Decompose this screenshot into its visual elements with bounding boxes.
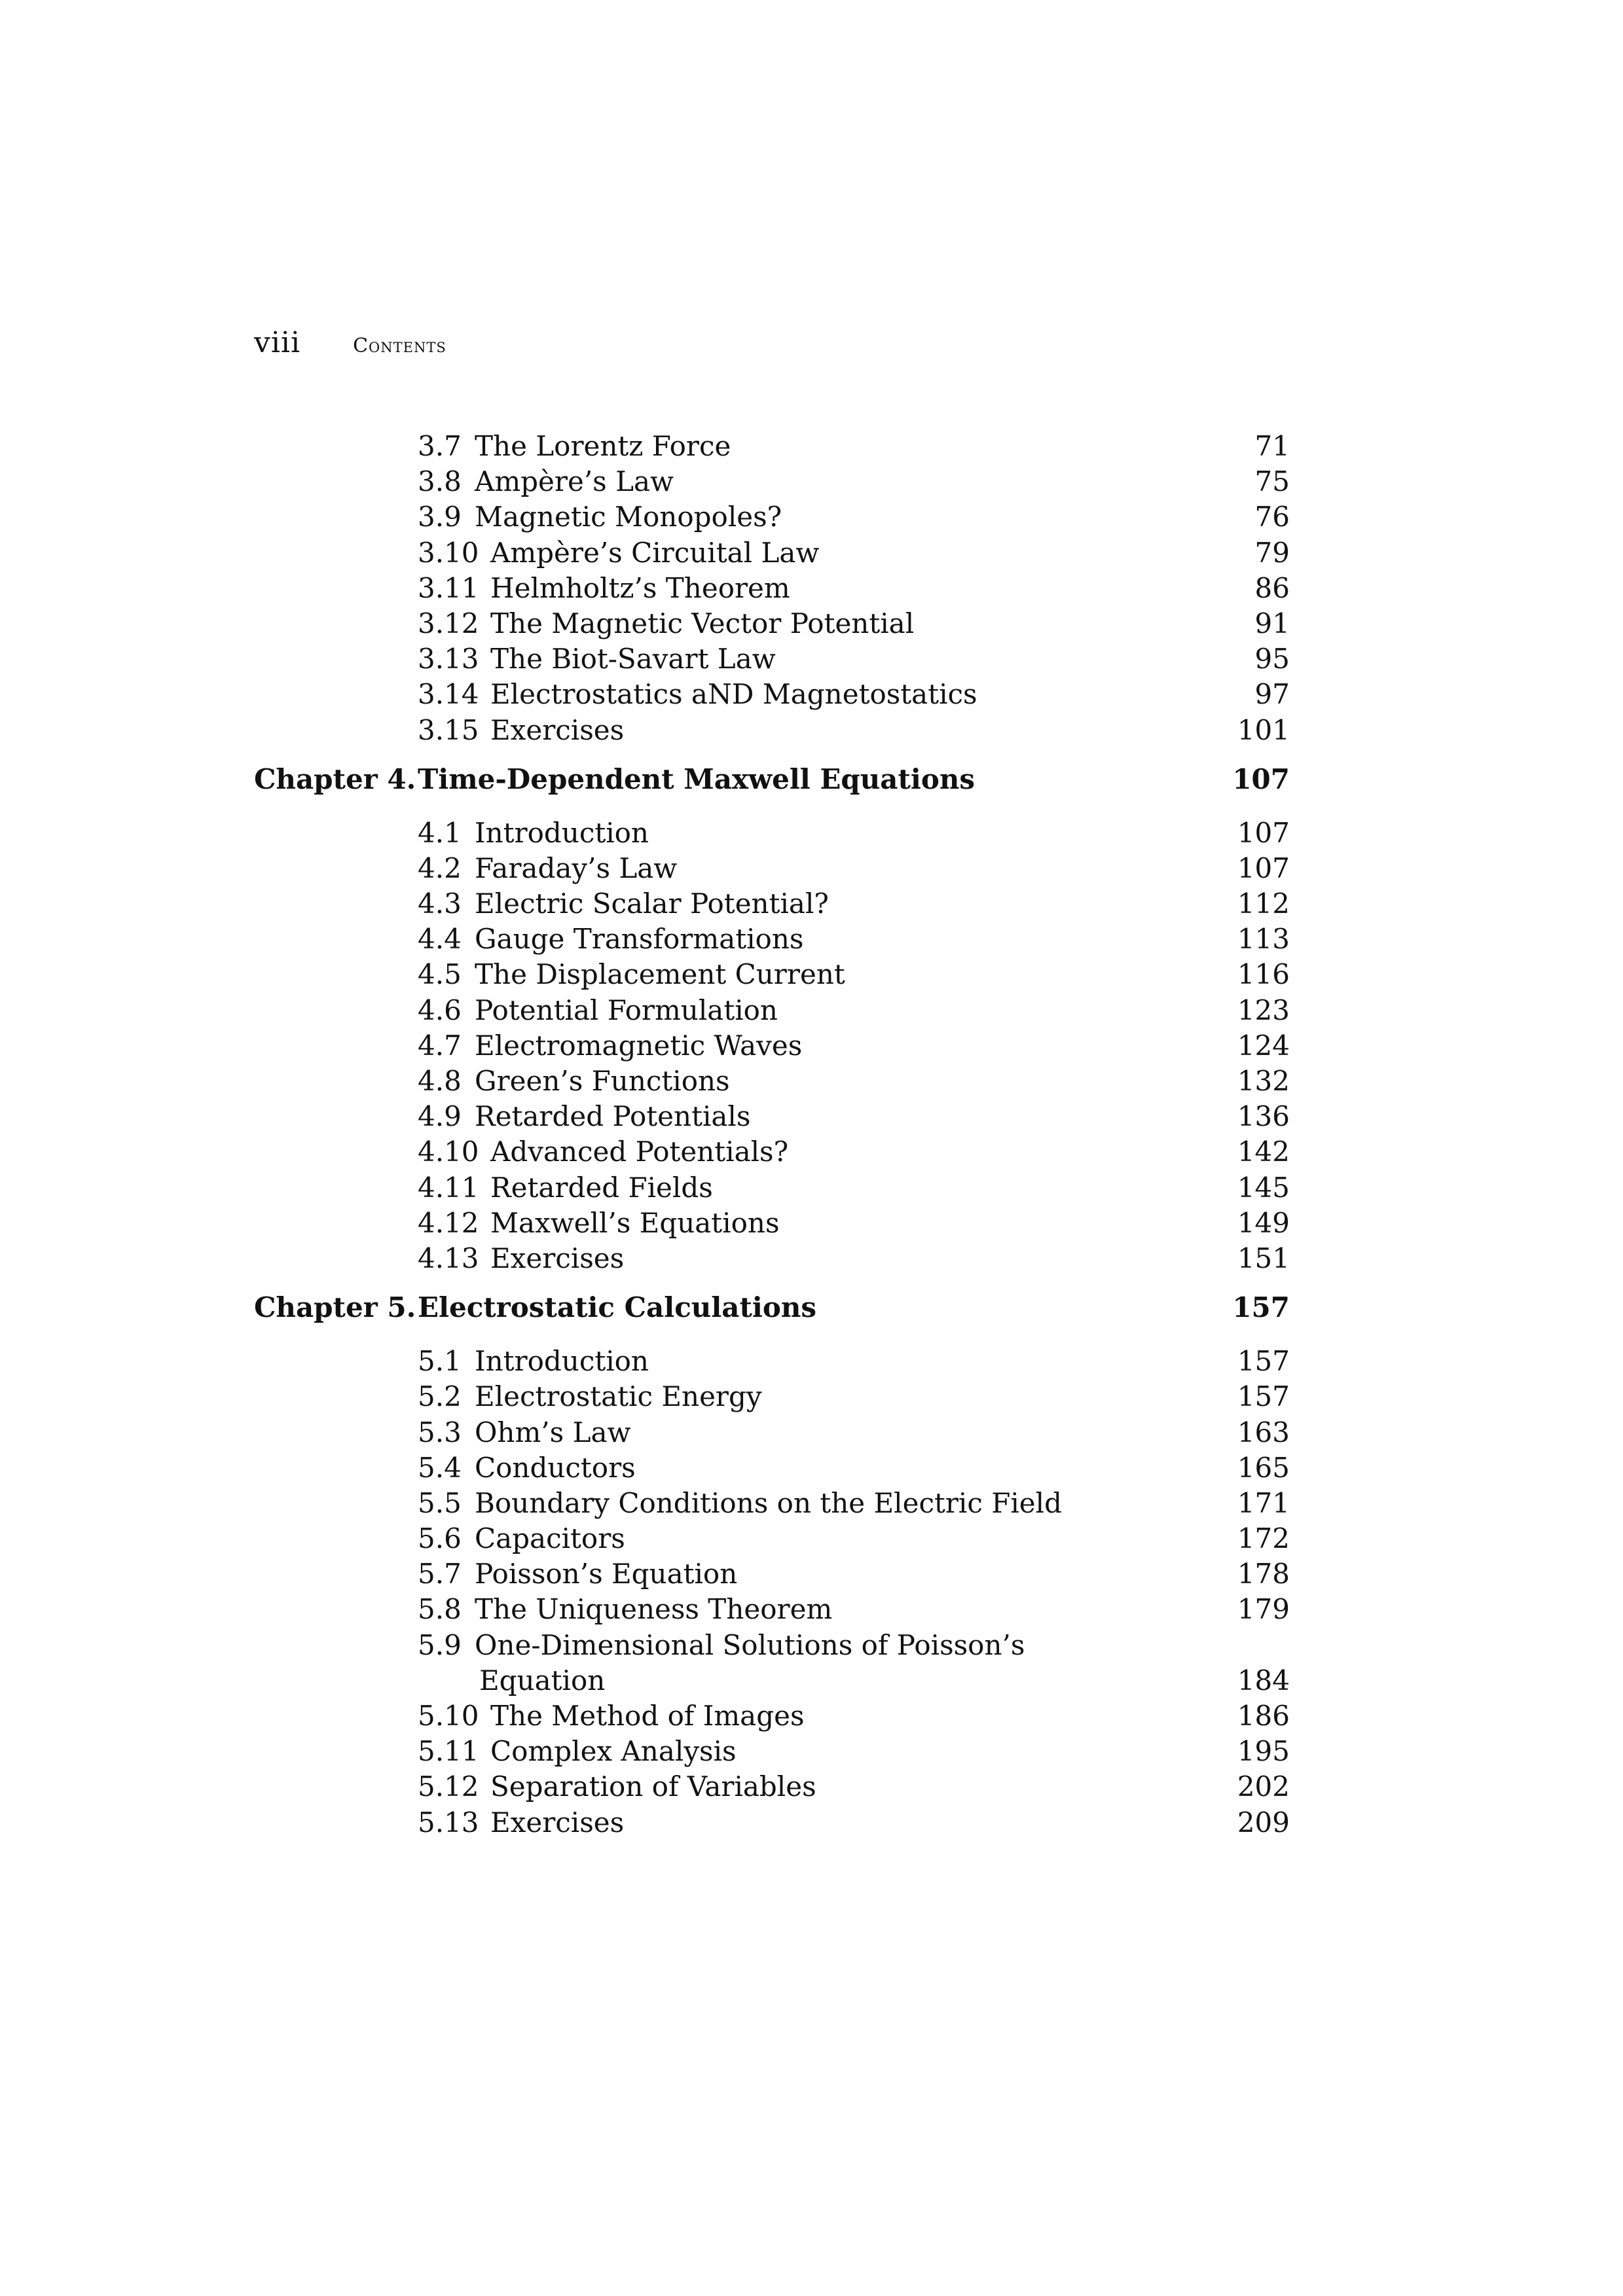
toc-entry[interactable] [254,429,1296,464]
page-ref: 136 [1237,1100,1290,1133]
section-number: 3.7 [418,430,462,462]
section-title: Poisson’s Equation [475,1558,738,1590]
section-number: 5.4 [418,1451,462,1484]
page-ref: 107 [1237,852,1290,884]
section-title: Conductors [475,1451,636,1484]
section-number: 5.10 [418,1700,479,1732]
chapter-page-ref: 157 [1232,1291,1290,1324]
toc-entry[interactable] [254,1592,1296,1627]
toc-entry[interactable] [254,922,1296,957]
page-ref: 112 [1237,888,1290,920]
chapter-label: Chapter 5. [254,1291,416,1324]
toc-entry[interactable] [254,713,1296,748]
section-number: 5.12 [418,1770,479,1803]
section-title: Electrostatic Energy [475,1380,762,1413]
page-ref: 79 [1254,536,1290,569]
toc-entry[interactable] [254,957,1296,992]
running-head-title: Contents [353,334,447,357]
chapter-label: Chapter 4. [254,762,416,795]
toc-entry[interactable] [254,1556,1296,1592]
section-title: The Magnetic Vector Potential [490,607,915,639]
toc-entry[interactable] [254,1170,1296,1206]
section-title: Ampère’s Law [475,465,674,498]
section-number: 4.3 [418,888,462,920]
section-number: 3.12 [418,607,479,639]
section-title: The Displacement Current [475,958,845,991]
section-number: 5.9 [418,1628,462,1661]
section-title: Advanced Potentials? [490,1136,789,1168]
section-title: Complex Analysis [490,1735,737,1768]
section-number: 3.14 [418,678,479,711]
section-title: Gauge Transformations [475,923,804,956]
section-number: 4.1 [418,816,462,849]
section-number: 3.9 [418,501,462,533]
section-number: 3.11 [418,571,479,604]
page-ref: 178 [1237,1558,1290,1590]
page-ref: 209 [1237,1806,1290,1839]
section-number: 4.2 [418,852,462,884]
toc-entry[interactable] [254,1379,1296,1414]
page-ref: 157 [1237,1380,1290,1413]
toc-entry[interactable] [254,1344,1296,1379]
page-ref: 123 [1237,994,1290,1026]
toc-entry[interactable] [254,606,1296,641]
toc-entry[interactable] [254,1805,1296,1840]
section-title: Exercises [490,1242,625,1274]
section-number: 5.11 [418,1735,479,1768]
section-title: The Method of Images [490,1700,805,1732]
toc-entry[interactable] [254,1134,1296,1170]
section-title: The Lorentz Force [475,430,731,462]
section-number: 4.12 [418,1206,479,1239]
section-title: Exercises [490,1806,625,1839]
section-title: Electric Scalar Potential? [475,888,829,920]
section-title: The Biot-Savart Law [490,643,776,675]
toc-entry[interactable] [254,1099,1296,1134]
page-ref: 186 [1237,1700,1290,1732]
section-title: Separation of Variables [490,1770,816,1803]
section-title: Introduction [475,816,649,849]
section-number: 5.6 [418,1522,462,1555]
toc-entry[interactable] [254,1206,1296,1241]
page-ref: 75 [1254,465,1290,498]
toc-entry[interactable] [254,571,1296,606]
page-ref: 97 [1254,678,1290,711]
section-number: 3.8 [418,465,462,498]
section-number: 5.13 [418,1806,479,1839]
section-title: Electrostatics aND Magnetostatics [490,678,977,711]
section-number: 5.1 [418,1345,462,1378]
page-ref: 76 [1254,501,1290,533]
table-of-contents [254,429,1296,1840]
section-number: 5.2 [418,1380,462,1413]
section-number: 4.4 [418,923,462,956]
section-number: 4.10 [418,1136,479,1168]
toc-entry[interactable] [254,1698,1296,1734]
section-title: Electromagnetic Waves [475,1029,803,1062]
section-title: Introduction [475,1345,649,1378]
toc-entry[interactable] [254,1486,1296,1521]
page-ref: 163 [1237,1416,1290,1448]
page-ref: 165 [1237,1451,1290,1484]
page-ref: 149 [1237,1206,1290,1239]
section-number: 3.15 [418,713,479,746]
section-number: 4.7 [418,1029,462,1062]
toc-entry[interactable] [254,1521,1296,1556]
section-number: 3.13 [418,643,479,675]
chapter-page-ref: 107 [1232,762,1290,795]
section-title: Retarded Potentials [475,1100,751,1133]
page-ref: 142 [1237,1136,1290,1168]
section-title-continuation: Equation [479,1664,606,1696]
page-ref: 151 [1237,1242,1290,1274]
toc-entry-continuation[interactable] [254,1663,1296,1698]
section-number: 5.5 [418,1486,462,1519]
toc-entry[interactable] [254,1028,1296,1064]
page-ref: 71 [1254,430,1290,462]
section-number: 4.5 [418,958,462,991]
chapter-5-heading[interactable] [254,1290,1296,1344]
page-ref: 86 [1254,571,1290,604]
section-title: Potential Formulation [475,994,778,1026]
page-ref: 116 [1237,958,1290,991]
section-title: Helmholtz’s Theorem [490,571,790,604]
section-number: 4.9 [418,1100,462,1133]
toc-entry[interactable] [254,535,1296,571]
section-number: 3.10 [418,536,479,569]
section-number: 4.13 [418,1242,479,1274]
chapter-title: Time-Dependent Maxwell Equations [418,762,976,795]
toc-entry[interactable] [254,886,1296,922]
section-title: Retarded Fields [490,1171,713,1204]
toc-entry[interactable] [254,1628,1296,1663]
section-title: The Uniqueness Theorem [475,1593,833,1626]
section-title: Exercises [490,713,625,746]
section-number: 4.8 [418,1065,462,1097]
toc-entry[interactable] [254,1450,1296,1486]
chapter-4-heading[interactable] [254,762,1296,816]
page-ref: 132 [1237,1065,1290,1097]
page-ref: 113 [1237,923,1290,956]
section-title: Capacitors [475,1522,625,1555]
section-title: Boundary Conditions on the Electric Field [475,1486,1062,1519]
section-number: 4.6 [418,994,462,1026]
toc-entry[interactable] [254,1734,1296,1769]
page-number: viii [254,326,301,359]
page-ref: 172 [1237,1522,1290,1555]
page-ref: 145 [1237,1171,1290,1204]
section-title: Maxwell’s Equations [490,1206,780,1239]
page-ref: 91 [1254,607,1290,639]
running-head [254,326,447,365]
chapter-title: Electrostatic Calculations [418,1291,817,1324]
page-ref: 157 [1237,1345,1290,1378]
section-number: 5.7 [418,1558,462,1590]
page-ref: 101 [1237,713,1290,746]
page-ref: 202 [1237,1770,1290,1803]
toc-entry[interactable] [254,851,1296,886]
section-title: Faraday’s Law [475,852,678,884]
toc-entry[interactable] [254,499,1296,535]
toc-entry[interactable] [254,1241,1296,1276]
toc-entry[interactable] [254,1064,1296,1099]
section-title: Green’s Functions [475,1065,730,1097]
toc-entry[interactable] [254,816,1296,851]
page-ref: 95 [1254,643,1290,675]
page-ref: 179 [1237,1593,1290,1626]
section-title: One-Dimensional Solutions of Poisson’s [475,1628,1025,1661]
section-number: 5.8 [418,1593,462,1626]
section-title: Ohm’s Law [475,1416,631,1448]
section-title: Magnetic Monopoles? [475,501,782,533]
toc-entry[interactable] [254,1769,1296,1804]
toc-entry[interactable] [254,677,1296,712]
page-ref: 107 [1237,816,1290,849]
toc-entry[interactable] [254,464,1296,499]
page-ref: 195 [1237,1735,1290,1768]
toc-entry[interactable] [254,641,1296,677]
toc-entry[interactable] [254,993,1296,1028]
page-ref: 171 [1237,1486,1290,1519]
section-number: 5.3 [418,1416,462,1448]
section-number: 4.11 [418,1171,479,1204]
page-ref: 124 [1237,1029,1290,1062]
toc-entry[interactable] [254,1415,1296,1450]
page-ref: 184 [1237,1664,1290,1696]
section-title: Ampère’s Circuital Law [490,536,820,569]
